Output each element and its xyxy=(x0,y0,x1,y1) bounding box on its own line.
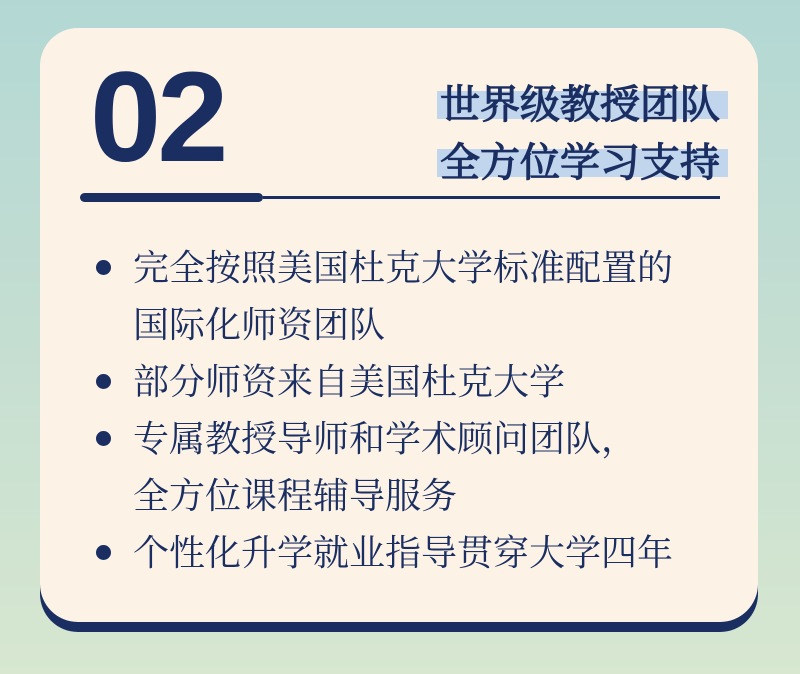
list-item-text: 个性化升学就业指导贯穿大学四年 xyxy=(133,532,674,573)
list-item xyxy=(96,524,721,581)
list-item xyxy=(96,353,721,410)
list-item xyxy=(96,410,721,524)
list-item-text: 部分师资来自美国杜克大学 xyxy=(133,361,566,402)
content-card xyxy=(40,28,758,622)
bullet-dot-icon xyxy=(96,260,111,275)
title-line-1 xyxy=(440,76,720,134)
bullet-list xyxy=(96,239,721,581)
list-item-text: 完全按照美国杜克大学标准配置的 xyxy=(133,247,674,288)
bullet-dot-icon xyxy=(96,374,111,389)
title-line-2 xyxy=(440,134,720,192)
list-item-lines xyxy=(133,353,721,410)
list-item-text: 专属教授导师和学术顾问团队， xyxy=(133,418,638,459)
list-item-text: 国际化师资团队 xyxy=(133,304,386,345)
list-item-lines xyxy=(133,410,721,524)
section-number: 02 xyxy=(90,46,225,189)
title-text-1: 世界级教授团队 xyxy=(440,83,720,127)
bullet-dot-icon xyxy=(96,431,111,446)
divider-thin-segment xyxy=(263,196,720,199)
list-item-lines xyxy=(133,239,721,353)
bullet-dot-icon xyxy=(96,545,111,560)
divider-thick-segment xyxy=(80,193,263,202)
list-item xyxy=(96,239,721,353)
divider-line xyxy=(80,193,720,202)
title-text-2: 全方位学习支持 xyxy=(440,141,720,185)
title-block xyxy=(440,76,720,192)
list-item-text: 全方位课程辅导服务 xyxy=(133,475,458,516)
list-item-lines xyxy=(133,524,721,581)
